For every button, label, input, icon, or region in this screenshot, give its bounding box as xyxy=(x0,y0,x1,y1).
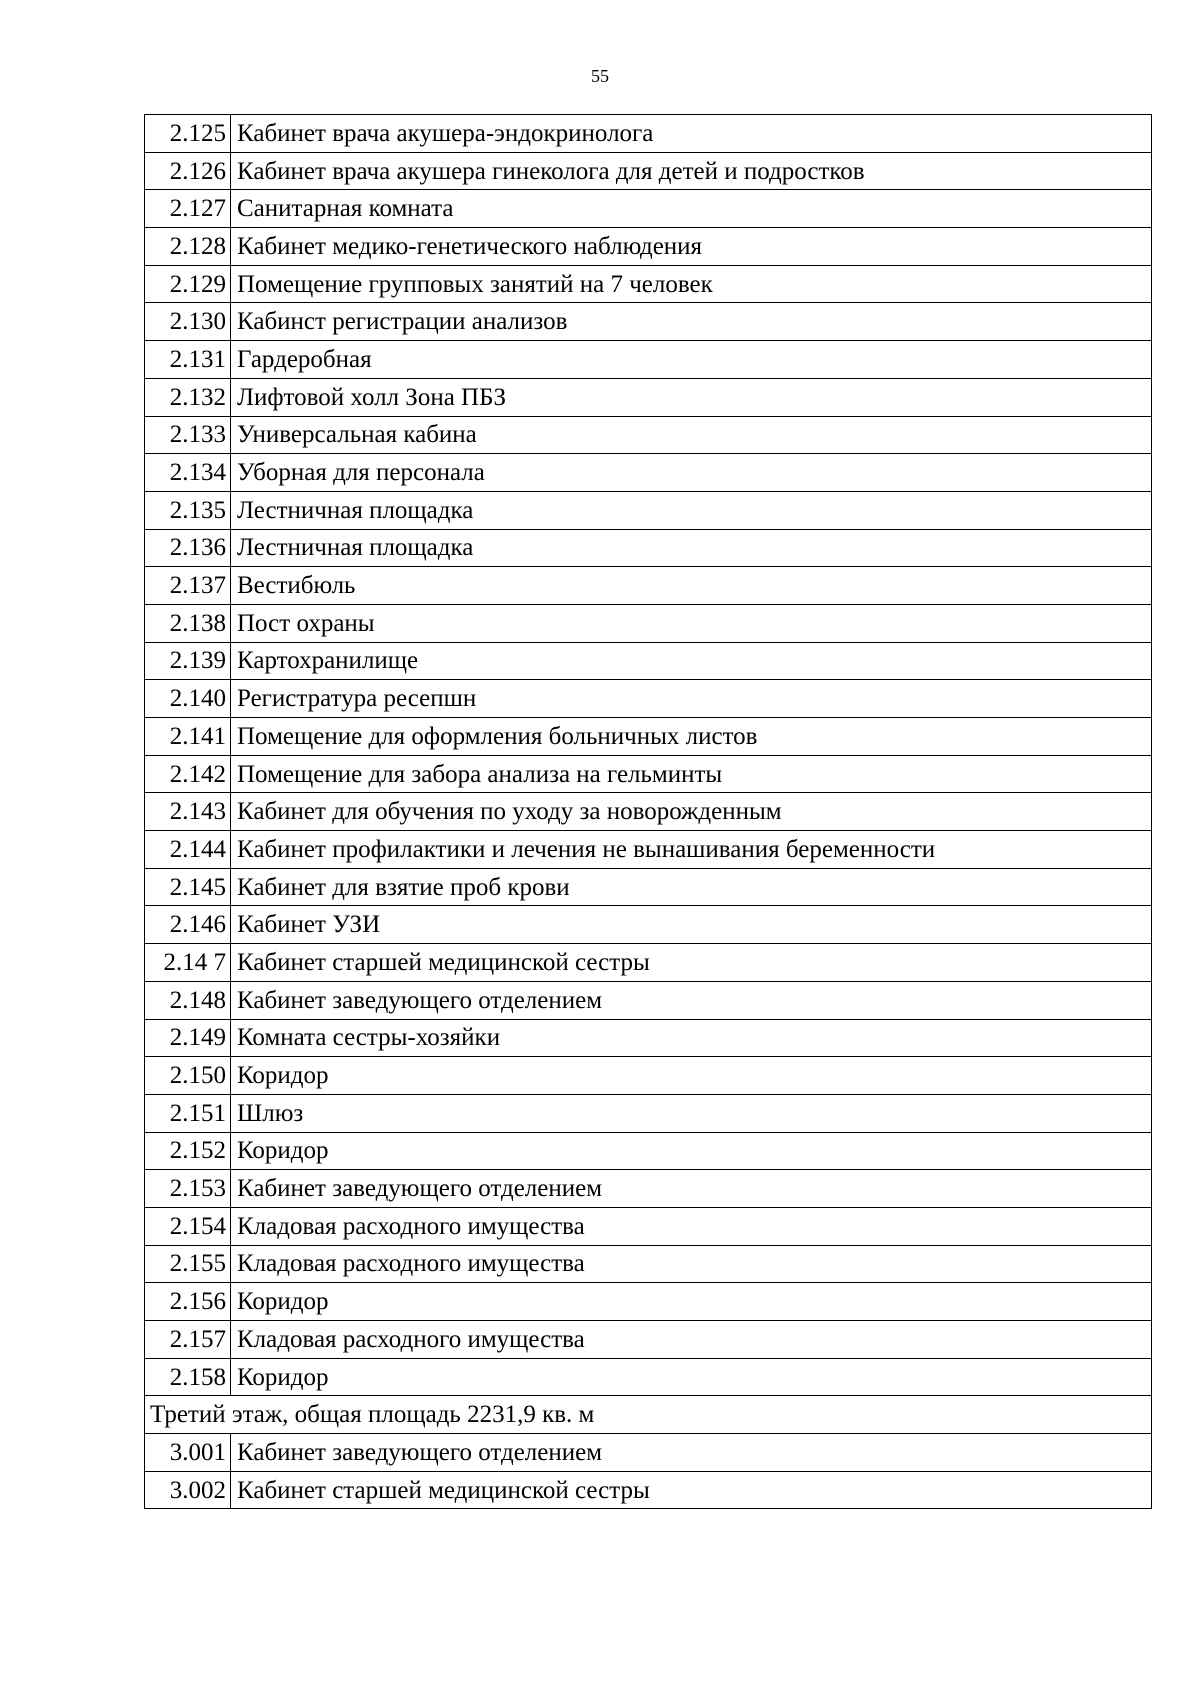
room-number-cell: 3.002 xyxy=(145,1471,231,1509)
room-name-cell: Кабинет заведующего отделением xyxy=(231,981,1152,1019)
room-name-cell: Универсальная кабина xyxy=(231,416,1152,454)
room-name-cell: Лестничная площадка xyxy=(231,491,1152,529)
room-name-cell: Кабинет заведующего отделением xyxy=(231,1170,1152,1208)
room-number-cell: 2.126 xyxy=(145,152,231,190)
room-number-cell: 2.157 xyxy=(145,1321,231,1359)
room-number-cell: 2.125 xyxy=(145,115,231,153)
room-number-cell: 2.139 xyxy=(145,642,231,680)
table-row xyxy=(145,491,1152,529)
table-row xyxy=(145,265,1152,303)
table-row xyxy=(145,115,1152,153)
room-number-cell: 2.140 xyxy=(145,680,231,718)
room-name-cell: Комната сестры-хозяйки xyxy=(231,1019,1152,1057)
room-name-cell: Коридор xyxy=(231,1132,1152,1170)
table-row xyxy=(145,755,1152,793)
rooms-table-body xyxy=(145,115,1152,1509)
room-number-cell: 2.144 xyxy=(145,831,231,869)
room-name-cell: Кладовая расходного имущества xyxy=(231,1245,1152,1283)
table-row xyxy=(145,981,1152,1019)
room-name-cell: Кабинет старшей медицинской сестры xyxy=(231,1471,1152,1509)
table-row xyxy=(145,567,1152,605)
room-number-cell: 2.154 xyxy=(145,1207,231,1245)
room-number-cell: 2.136 xyxy=(145,529,231,567)
room-number-cell: 2.141 xyxy=(145,718,231,756)
room-number-cell: 2.152 xyxy=(145,1132,231,1170)
room-number-cell: 2.155 xyxy=(145,1245,231,1283)
table-row xyxy=(145,152,1152,190)
rooms-table xyxy=(144,114,1152,1509)
table-row xyxy=(145,1132,1152,1170)
table-row xyxy=(145,1019,1152,1057)
table-row xyxy=(145,303,1152,341)
section-header-row xyxy=(145,1396,1152,1434)
room-name-cell: Помещение для оформления больничных листов xyxy=(231,718,1152,756)
room-name-cell: Регистратура ресепшн xyxy=(231,680,1152,718)
room-number-cell: 2.148 xyxy=(145,981,231,1019)
room-number-cell: 2.131 xyxy=(145,341,231,379)
room-number-cell: 2.156 xyxy=(145,1283,231,1321)
room-number-cell: 2.134 xyxy=(145,454,231,492)
room-number-cell: 2.128 xyxy=(145,228,231,266)
room-name-cell: Уборная для персонала xyxy=(231,454,1152,492)
room-number-cell: 2.137 xyxy=(145,567,231,605)
room-number-cell: 2.129 xyxy=(145,265,231,303)
room-name-cell: Лифтовой холл Зона ПБЗ xyxy=(231,378,1152,416)
room-number-cell: 2.143 xyxy=(145,793,231,831)
room-number-cell: 2.135 xyxy=(145,491,231,529)
table-row xyxy=(145,378,1152,416)
room-number-cell: 2.132 xyxy=(145,378,231,416)
table-row xyxy=(145,1358,1152,1396)
room-number-cell: 2.138 xyxy=(145,604,231,642)
table-row xyxy=(145,416,1152,454)
room-name-cell: Кабинет для взятие проб крови xyxy=(231,868,1152,906)
table-row xyxy=(145,454,1152,492)
table-row xyxy=(145,1471,1152,1509)
room-name-cell: Пост охраны xyxy=(231,604,1152,642)
room-number-cell: 2.130 xyxy=(145,303,231,341)
room-name-cell: Кабинет профилактики и лечения не вынашивания беременности xyxy=(231,831,1152,869)
table-row xyxy=(145,793,1152,831)
room-name-cell: Кладовая расходного имущества xyxy=(231,1321,1152,1359)
table-row xyxy=(145,1434,1152,1472)
room-number-cell: 2.146 xyxy=(145,906,231,944)
table-row xyxy=(145,1245,1152,1283)
room-number-cell: 2.145 xyxy=(145,868,231,906)
table-row xyxy=(145,228,1152,266)
room-number-cell: 2.158 xyxy=(145,1358,231,1396)
room-name-cell: Кабинет для обучения по уходу за новорожденным xyxy=(231,793,1152,831)
room-name-cell: Кабинет врача акушера-эндокринолога xyxy=(231,115,1152,153)
room-name-cell: Коридор xyxy=(231,1283,1152,1321)
room-name-cell: Гардеробная xyxy=(231,341,1152,379)
room-name-cell: Кладовая расходного имущества xyxy=(231,1207,1152,1245)
table-row xyxy=(145,1057,1152,1095)
room-name-cell: Коридор xyxy=(231,1057,1152,1095)
room-number-cell: 2.153 xyxy=(145,1170,231,1208)
table-row xyxy=(145,831,1152,869)
table-row xyxy=(145,944,1152,982)
room-name-cell: Кабинст регистрации анализов xyxy=(231,303,1152,341)
room-number-cell: 2.151 xyxy=(145,1094,231,1132)
table-row xyxy=(145,1283,1152,1321)
room-name-cell: Коридор xyxy=(231,1358,1152,1396)
room-name-cell: Вестибюль xyxy=(231,567,1152,605)
table-row xyxy=(145,1207,1152,1245)
room-number-cell: 2.150 xyxy=(145,1057,231,1095)
room-number-cell: 2.14 7 xyxy=(145,944,231,982)
room-name-cell: Картохранилище xyxy=(231,642,1152,680)
room-number-cell: 2.149 xyxy=(145,1019,231,1057)
room-name-cell: Кабинет старшей медицинской сестры xyxy=(231,944,1152,982)
table-row xyxy=(145,1321,1152,1359)
table-row xyxy=(145,718,1152,756)
section-header-cell: Третий этаж, общая площадь 2231,9 кв. м xyxy=(145,1396,1152,1434)
table-row xyxy=(145,604,1152,642)
table-row xyxy=(145,341,1152,379)
table-row xyxy=(145,868,1152,906)
room-number-cell: 2.142 xyxy=(145,755,231,793)
table-row xyxy=(145,680,1152,718)
room-number-cell: 3.001 xyxy=(145,1434,231,1472)
room-name-cell: Кабинет заведующего отделением xyxy=(231,1434,1152,1472)
room-number-cell: 2.127 xyxy=(145,190,231,228)
room-name-cell: Кабинет медико-генетического наблюдения xyxy=(231,228,1152,266)
table-row xyxy=(145,190,1152,228)
table-row xyxy=(145,529,1152,567)
room-name-cell: Санитарная комната xyxy=(231,190,1152,228)
table-row xyxy=(145,906,1152,944)
room-name-cell: Помещение для забора анализа на гельминты xyxy=(231,755,1152,793)
table-row xyxy=(145,642,1152,680)
table-row xyxy=(145,1170,1152,1208)
room-name-cell: Кабинет врача акушера гинеколога для детей и подростков xyxy=(231,152,1152,190)
room-name-cell: Шлюз xyxy=(231,1094,1152,1132)
table-row xyxy=(145,1094,1152,1132)
room-number-cell: 2.133 xyxy=(145,416,231,454)
room-name-cell: Помещение групповых занятий на 7 человек xyxy=(231,265,1152,303)
page-number: 55 xyxy=(591,66,609,86)
room-name-cell: Кабинет УЗИ xyxy=(231,906,1152,944)
room-name-cell: Лестничная площадка xyxy=(231,529,1152,567)
